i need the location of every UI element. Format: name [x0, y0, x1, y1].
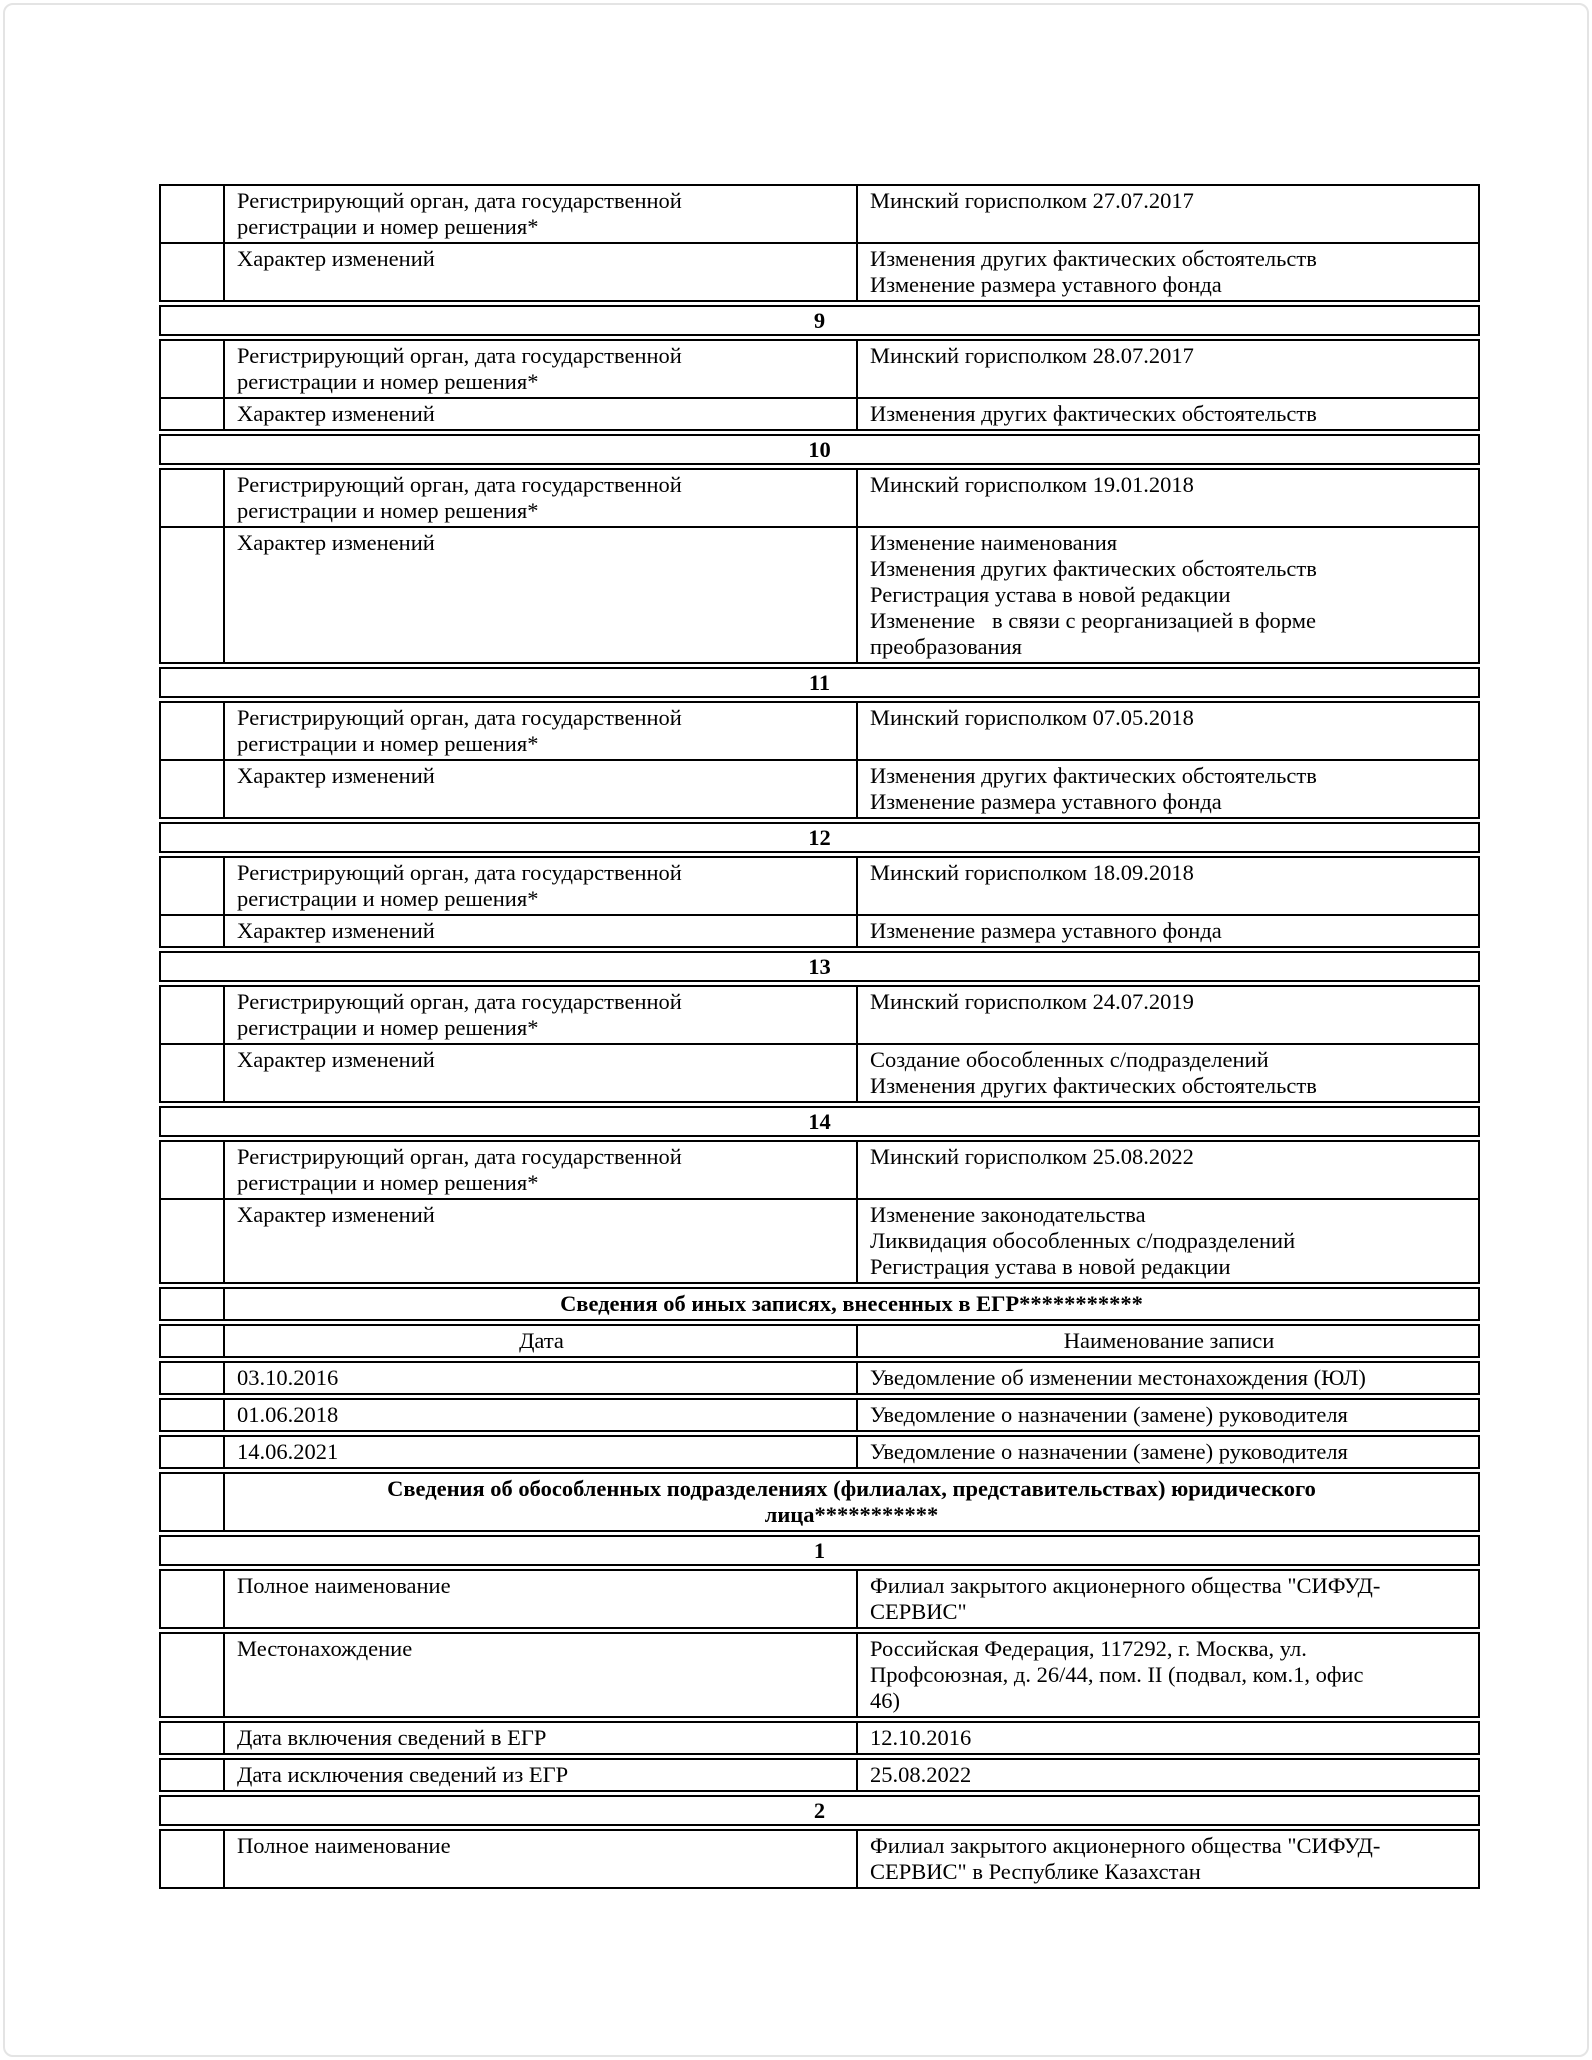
registration-record-11: [159, 701, 1480, 819]
row-number-cell: [161, 1142, 225, 1198]
record-name: Уведомление об изменении местонахождения (ЮЛ): [870, 1365, 1366, 1390]
row-number-cell: [161, 1400, 225, 1430]
organ-value: Минский горисполком 19.01.2018: [870, 472, 1194, 497]
row-number-cell: [161, 1200, 225, 1282]
organ-value: Минский горисполком 24.07.2019: [870, 989, 1194, 1014]
row-number-cell: [161, 186, 225, 242]
registration-record-8: [159, 184, 1480, 302]
organ-label: Регистрирующий орган, дата государственной регистрации и номер решения*: [225, 987, 858, 1043]
changes-label: Характер изменений: [225, 399, 858, 429]
section-number-9: 9: [159, 305, 1480, 336]
registry-extract-table: [159, 184, 1480, 1889]
changes-row: [161, 914, 1478, 946]
date-included-label: Дата включения сведений в ЕГР: [225, 1723, 858, 1753]
changes-label: Характер изменений: [225, 1045, 858, 1101]
record-name: Уведомление о назначении (замене) руководителя: [870, 1402, 1348, 1427]
other-records-section: [159, 1287, 1480, 1321]
record-name: Уведомление о назначении (замене) руководителя: [870, 1439, 1348, 1464]
record-row: [161, 1363, 1478, 1393]
row-number-cell: [161, 1723, 225, 1753]
row-number-cell: [161, 1571, 225, 1627]
row-number-cell: [161, 858, 225, 914]
subdivision-1-date-excluded: [159, 1758, 1480, 1792]
row-number-cell: [161, 528, 225, 662]
date-excluded-value: 25.08.2022: [870, 1762, 972, 1787]
changes-row: [161, 242, 1478, 300]
other-record-row-3: [159, 1435, 1480, 1469]
subdivision-1-date-included: [159, 1721, 1480, 1755]
registration-record-12: [159, 856, 1480, 948]
row-number-cell: [161, 399, 225, 429]
organ-label: Регистрирующий орган, дата государственной регистрации и номер решения*: [225, 186, 858, 242]
organ-row: [161, 987, 1478, 1043]
changes-row: [161, 397, 1478, 429]
subdivision-1-location: [159, 1632, 1480, 1718]
subdivision-number-2: 2: [159, 1795, 1480, 1826]
section-number-14: 14: [159, 1106, 1480, 1137]
organ-value: Минский горисполком 18.09.2018: [870, 860, 1194, 885]
organ-label: Регистрирующий орган, дата государственной регистрации и номер решения*: [225, 858, 858, 914]
full-name-label: Полное наименование: [225, 1831, 858, 1887]
full-name-row: [161, 1831, 1478, 1887]
organ-value: Минский горисполком 27.07.2017: [870, 188, 1194, 213]
section-number-12: 12: [159, 822, 1480, 853]
subdivision-2-full-name: [159, 1829, 1480, 1889]
registration-record-10: [159, 468, 1480, 664]
changes-row: [161, 526, 1478, 662]
changes-value: Изменения других фактических обстоятельств: [870, 401, 1317, 426]
section-number-13: 13: [159, 951, 1480, 982]
organ-label: Регистрирующий орган, дата государственной регистрации и номер решения*: [225, 703, 858, 759]
organ-label: Регистрирующий орган, дата государственной регистрации и номер решения*: [225, 470, 858, 526]
date-excluded-row: [161, 1760, 1478, 1790]
changes-value: Изменение наименования Изменения других фактических обстоятельств Регистрация устава в новой редакции Изменение в связи с реорганизацией в форме преобразования: [870, 530, 1317, 659]
row-number-cell: [161, 1045, 225, 1101]
changes-label: Характер изменений: [225, 1200, 858, 1282]
section-title-row: [161, 1474, 1478, 1530]
record-date: 03.10.2016: [225, 1363, 858, 1393]
row-number-cell: [161, 987, 225, 1043]
row-number-cell: [161, 1289, 225, 1319]
section-number-11: 11: [159, 667, 1480, 698]
row-number-cell: [161, 1634, 225, 1716]
changes-row: [161, 1198, 1478, 1282]
row-number-cell: [161, 916, 225, 946]
organ-value: Минский горисполком 25.08.2022: [870, 1144, 1194, 1169]
organ-row: [161, 858, 1478, 914]
location-row: [161, 1634, 1478, 1716]
full-name-row: [161, 1571, 1478, 1627]
full-name-value: Филиал закрытого акционерного общества "СИФУД- СЕРВИС": [870, 1573, 1381, 1624]
subdivision-1-full-name: [159, 1569, 1480, 1629]
record-name-column-header: Наименование записи: [1063, 1328, 1275, 1353]
other-record-row-2: [159, 1398, 1480, 1432]
subdivisions-section: [159, 1472, 1480, 1532]
full-name-value: Филиал закрытого акционерного общества "СИФУД- СЕРВИС" в Республике Казахстан: [870, 1833, 1381, 1884]
column-header-row: [161, 1326, 1478, 1356]
full-name-label: Полное наименование: [225, 1571, 858, 1627]
row-number-cell: [161, 1326, 225, 1356]
record-date: 01.06.2018: [225, 1400, 858, 1430]
subdivisions-title: Сведения об обособленных подразделениях (филиалах, представительствах) юридического лица***********: [387, 1476, 1316, 1527]
changes-label: Характер изменений: [225, 244, 858, 300]
changes-value: Изменение размера уставного фонда: [870, 918, 1222, 943]
row-number-cell: [161, 470, 225, 526]
registration-record-13: [159, 985, 1480, 1103]
row-number-cell: [161, 1831, 225, 1887]
location-label: Местонахождение: [225, 1634, 858, 1716]
other-records-column-headers: [159, 1324, 1480, 1358]
record-row: [161, 1400, 1478, 1430]
organ-label: Регистрирующий орган, дата государственной регистрации и номер решения*: [225, 1142, 858, 1198]
changes-value: Создание обособленных с/подразделений Изменения других фактических обстоятельств: [870, 1047, 1317, 1098]
date-column-header: Дата: [225, 1326, 858, 1356]
row-number-cell: [161, 1363, 225, 1393]
section-number-10: 10: [159, 434, 1480, 465]
changes-value: Изменения других фактических обстоятельств Изменение размера уставного фонда: [870, 763, 1317, 814]
changes-label: Характер изменений: [225, 916, 858, 946]
changes-row: [161, 759, 1478, 817]
organ-value: Минский горисполком 28.07.2017: [870, 343, 1194, 368]
organ-label: Регистрирующий орган, дата государственной регистрации и номер решения*: [225, 341, 858, 397]
other-record-row-1: [159, 1361, 1480, 1395]
row-number-cell: [161, 1474, 225, 1530]
date-excluded-label: Дата исключения сведений из ЕГР: [225, 1760, 858, 1790]
subdivision-number-1: 1: [159, 1535, 1480, 1566]
location-value: Российская Федерация, 117292, г. Москва, ул. Профсоюзная, д. 26/44, пом. II (подвал, ком.1, офис 46): [870, 1636, 1364, 1713]
organ-row: [161, 1142, 1478, 1198]
row-number-cell: [161, 244, 225, 300]
row-number-cell: [161, 1437, 225, 1467]
changes-label: Характер изменений: [225, 761, 858, 817]
organ-row: [161, 470, 1478, 526]
date-included-row: [161, 1723, 1478, 1753]
organ-row: [161, 703, 1478, 759]
row-number-cell: [161, 703, 225, 759]
date-included-value: 12.10.2016: [870, 1725, 972, 1750]
record-row: [161, 1437, 1478, 1467]
changes-label: Характер изменений: [225, 528, 858, 662]
other-records-title: Сведения об иных записях, внесенных в ЕГР***********: [560, 1291, 1143, 1316]
row-number-cell: [161, 761, 225, 817]
changes-value: Изменение законодательства Ликвидация обособленных с/подразделений Регистрация устава в новой редакции: [870, 1202, 1296, 1279]
changes-row: [161, 1043, 1478, 1101]
section-title-row: [161, 1289, 1478, 1319]
row-number-cell: [161, 341, 225, 397]
changes-value: Изменения других фактических обстоятельств Изменение размера уставного фонда: [870, 246, 1317, 297]
registration-record-9: [159, 339, 1480, 431]
row-number-cell: [161, 1760, 225, 1790]
organ-row: [161, 186, 1478, 242]
registration-record-14: [159, 1140, 1480, 1284]
record-date: 14.06.2021: [225, 1437, 858, 1467]
organ-row: [161, 341, 1478, 397]
organ-value: Минский горисполком 07.05.2018: [870, 705, 1194, 730]
